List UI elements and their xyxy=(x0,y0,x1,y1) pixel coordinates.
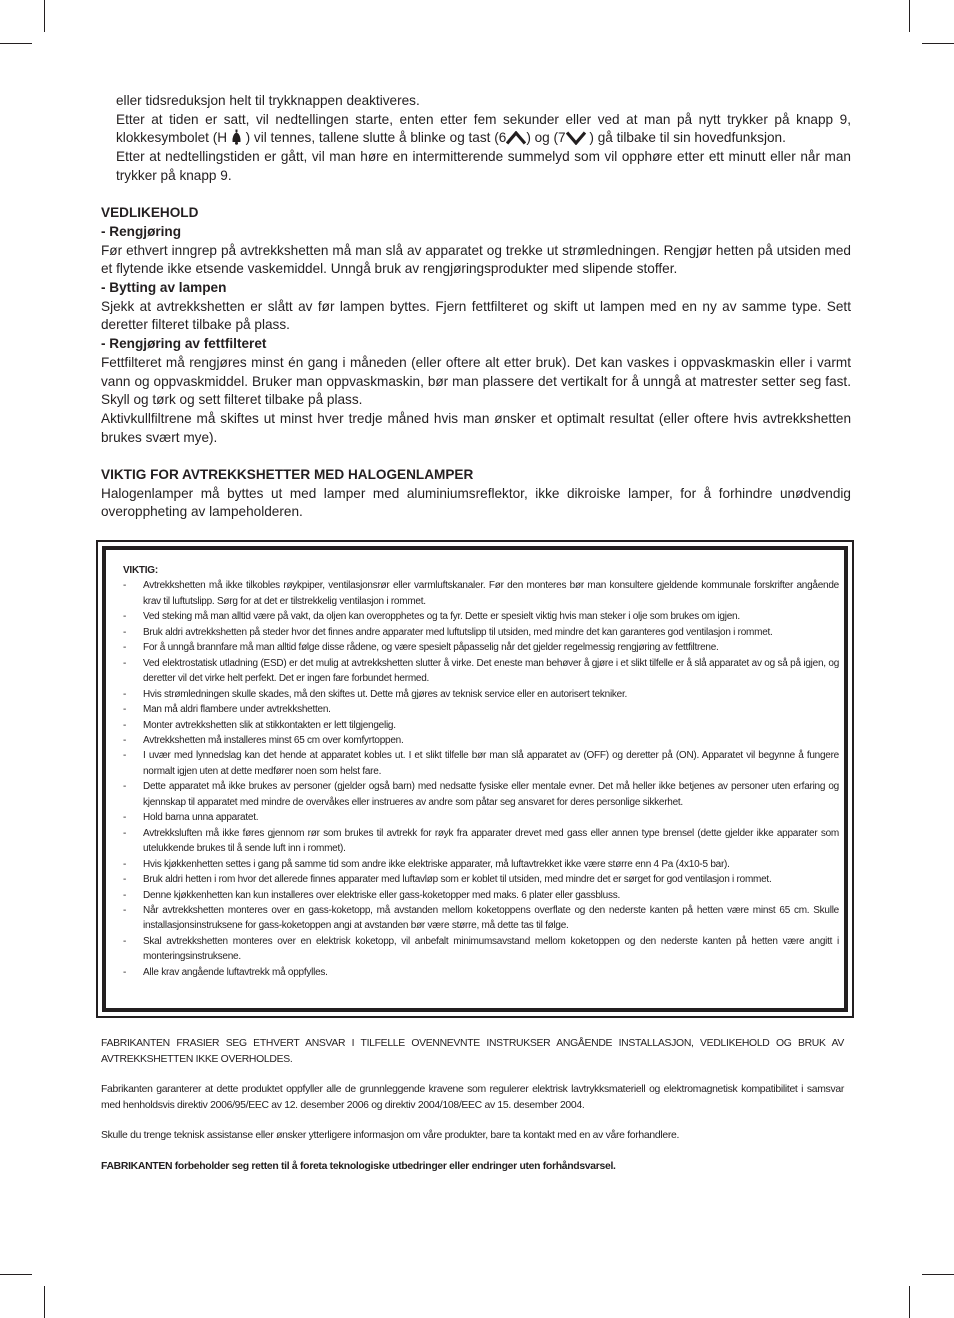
warning-item: - Dette apparatet må ikke brukes av personer (gjelder også barn) med nedsatte fysiske eller mentale evner. Det må heller ikke betjenes av personer uten erfaring og kjennskap til apparatet med mindre de overvåkes eller instrueres av andre som påtar seg ansvaret for deres personlige sikkerhet. xyxy=(123,779,839,810)
intro-text-c: ) og (7 xyxy=(526,130,566,146)
manufacturer-reservation: FABRIKANTEN forbeholder seg retten til å foreta teknologiske utbedringer eller endringer uten forhåndsvarsel. xyxy=(101,1160,616,1172)
intro-line: eller tidsreduksjon helt til trykknappen deaktiveres. xyxy=(116,93,420,108)
body-paragraph: Halogenlamper må byttes ut med lamper med aluminiumsreflektor, ikke dikroiske lamper, for å forhindre unødvendig overoppheting av lampeholderen. xyxy=(101,485,851,520)
intro-paragraph: Etter at nedtellingstiden er gått, vil man høre en intermitterende summelyd som vil opphøre etter ett minutt eller når man trykker på knapp 9. xyxy=(116,149,851,183)
section-heading: VIKTIG FOR AVTREKKSHETTER MED HALOGENLAMPER xyxy=(101,467,474,483)
main-text xyxy=(101,92,851,522)
intro-text-d: ) gå tilbake til sin hovedfunksjon. xyxy=(589,130,786,146)
warning-item: - Hvis kjøkkenhetten settes i gang på samme tid som andre ikke elektriske apparater, må luftavtrekket ikke være større enn 4 Pa (4x10-5 bar). xyxy=(123,857,839,872)
assistance-note: Skulle du trenge teknisk assistanse eller ønsker ytterligere informasjon om våre produkter, bare ta kontakt med en av våre forhandlere. xyxy=(101,1130,680,1142)
warning-item: - Hvis strømledningen skulle skades, må den skiftes ut. Dette må gjøres av teknisk service eller en autorisert tekniker. xyxy=(123,687,839,702)
warning-item: - Ved elektrostatisk utladning (ESD) er det mulig at avtrekkshetten slutter å virke. Det eneste man behøver å gjøre i et slikt tilfelle er å slå apparatet av og så på igjen, og deretter vil det virke helt perfekt. Det er ingen fare forbundet hermed. xyxy=(123,656,839,687)
footer xyxy=(101,1036,844,1190)
warning-box xyxy=(96,540,854,1018)
warning-item: - Man må aldri flambere under avtrekkshetten. xyxy=(123,702,839,717)
warning-item: - Hold barna unna apparatet. xyxy=(123,810,839,825)
crop-mark xyxy=(44,0,45,32)
chevron-down-icon xyxy=(566,131,586,145)
warning-item: - Skal avtrekkshetten monteres over en elektrisk koketopp, vil anbefalt minimumsavstand mellom koketoppen og den nederste kanten på hetten være angitt i monteringsinstruksene. xyxy=(123,934,839,965)
subsection-title: - Rengjøring av fettfilteret xyxy=(101,336,267,352)
warning-list xyxy=(123,578,839,980)
crop-mark xyxy=(909,1286,910,1318)
warning-item: - Avtrekksluften må ikke føres gjennom rør som brukes til avtrekk for røyk fra apparater drevet med gass eller annen type brensel (dette gjelder ikke apparater som utelukkende brukes til å sende luft inn i rommet). xyxy=(123,826,839,857)
warning-box-inner-border xyxy=(102,546,848,1012)
warning-item: - Når avtrekkshetten monteres over en gass-koketopp, må avstanden mellom koketoppens overflate og den nederste kanten på hetten være minst 65 cm. Skulle installasjonsinstruksene for gass-koketoppen angi at avstanden bør være større, må dette tas til følge. xyxy=(123,903,839,934)
subsection-title: - Rengjøring xyxy=(101,223,182,239)
body-paragraph: Før ethvert inngrep på avtrekkshetten må man slå av apparatet og trekke ut strømledningen. Rengjør hetten på utsiden med et flytende ikke etsende vaskemiddel. Unngå bruk av rengjøringsprodukter med slipende stoffer. xyxy=(101,242,851,277)
body-paragraph: Sjekk at avtrekkshetten er slått av før lampen byttes. Fjern fettfilteret og skift ut lampen med en ny av samme type. Sett deretter filteret tilbake på plass. xyxy=(101,298,851,333)
compliance-statement: Fabrikanten garanterer at dette produktet oppfyller alle de grunnleggende kravene som regulerer elektrisk lavtrykksmateriell og elektromagnetisk kompatibilitet i samsvar med henholdsvis direktiv 2006/95/EEC av 12. desember 2006 og direktiv 2004/108/EEC av 15. desember 2004. xyxy=(101,1084,844,1111)
subsection-title: - Bytting av lampen xyxy=(101,280,227,296)
warning-title: VIKTIG: xyxy=(123,565,158,576)
warning-item: - Monter avtrekkshetten slik at stikkontakten er lett tilgjengelig. xyxy=(123,718,839,733)
body-paragraph: Fettfilteret må rengjøres minst én gang i måneden (eller oftere alt etter bruk). Det kan vaskes i oppvaskmaskin eller i varmt vann og oppvaskmiddel. Bruker man oppvaskmaskin, bør man plassere det vertikalt for å unngå at matrester setter seg fast. Skyll og tørk og sett filteret tilbake på plass. xyxy=(101,354,851,408)
warning-item: - Ved steking må man alltid være på vakt, da oljen kan overopphetes og ta fyr. Dette er spesielt viktig hvis man steker i olje som brukes om igjen. xyxy=(123,609,839,624)
body-paragraph: Aktivkullfiltrene må skiftes ut minst hver tredje måned hvis man ønsker et optimalt resultat (eller oftere hvis avtrekkshetten brukes svært mye). xyxy=(101,410,851,445)
warning-item: - Denne kjøkkenhetten kan kun installeres over elektriske eller gass-koketopper med maks. 6 plater eller gassbluss. xyxy=(123,888,839,903)
intro-text-b: ) vil tennes, tallene slutte å blinke og tast (6 xyxy=(245,130,507,146)
warning-item: - I uvær med lynnedslag kan det hende at apparatet kobles ut. I et slikt tilfelle bør man slå apparatet av (OFF) og deretter på (ON). Apparatet vil begynne å fungere normalt igjen uten at dette medfører noen som helst fare. xyxy=(123,748,839,779)
section-heading: VEDLIKEHOLD xyxy=(101,205,199,221)
crop-mark xyxy=(922,1274,954,1275)
clock-symbol-icon xyxy=(231,129,242,145)
disclaimer: FABRIKANTEN FRASIER SEG ETHVERT ANSVAR I TILFELLE OVENNEVNTE INSTRUKSER ANGÅENDE INSTALLASJON, VEDLIKEHOLD OG BRUK AV AVTREKKSHETTEN IKKE OVERHOLDES. xyxy=(101,1038,844,1065)
crop-mark xyxy=(0,1274,32,1275)
chevron-up-icon xyxy=(506,131,526,145)
intro-paragraph xyxy=(101,111,851,148)
warning-item: - Avtrekkshetten må ikke tilkobles røykpiper, ventilasjonsrør eller varmluftskanaler. Før den monteres bør man konsultere gjeldende kommunale forskrifter angående krav til luftutslipp. Sørg for at det er tilstrekkelig ventilasjon i rommet. xyxy=(123,578,839,609)
intro-text-a: Etter at tiden er satt, vil nedtellingen starte, enten etter fem sekunder eller ved at man på nytt trykker på knapp 9, klokkesymbolet (H xyxy=(116,111,851,146)
crop-mark xyxy=(922,43,954,44)
warning-item: - Alle krav angående luftavtrekk må oppfylles. xyxy=(123,965,839,980)
warning-item: - Bruk aldri hetten i rom hvor det allerede finnes apparater med luftavløp som er koblet til utsiden, med mindre det er sørget for god ventilasjon i rommet. xyxy=(123,872,839,887)
crop-mark xyxy=(909,0,910,32)
crop-mark xyxy=(0,43,32,44)
warning-item: - For å unngå brannfare må man alltid følge disse rådene, og være spesielt påpasselig når det gjelder regelmessig rengjøring av fettfiltrene. xyxy=(123,640,839,655)
crop-mark xyxy=(44,1286,45,1318)
warning-item: - Avtrekkshetten må installeres minst 65 cm over komfyrtoppen. xyxy=(123,733,839,748)
warning-item: - Bruk aldri avtrekkshetten på steder hvor det finnes andre apparater med luftutslipp til utsiden, med mindre det kan garanteres god ventilasjon i rommet. xyxy=(123,625,839,640)
warning-content xyxy=(123,563,839,980)
